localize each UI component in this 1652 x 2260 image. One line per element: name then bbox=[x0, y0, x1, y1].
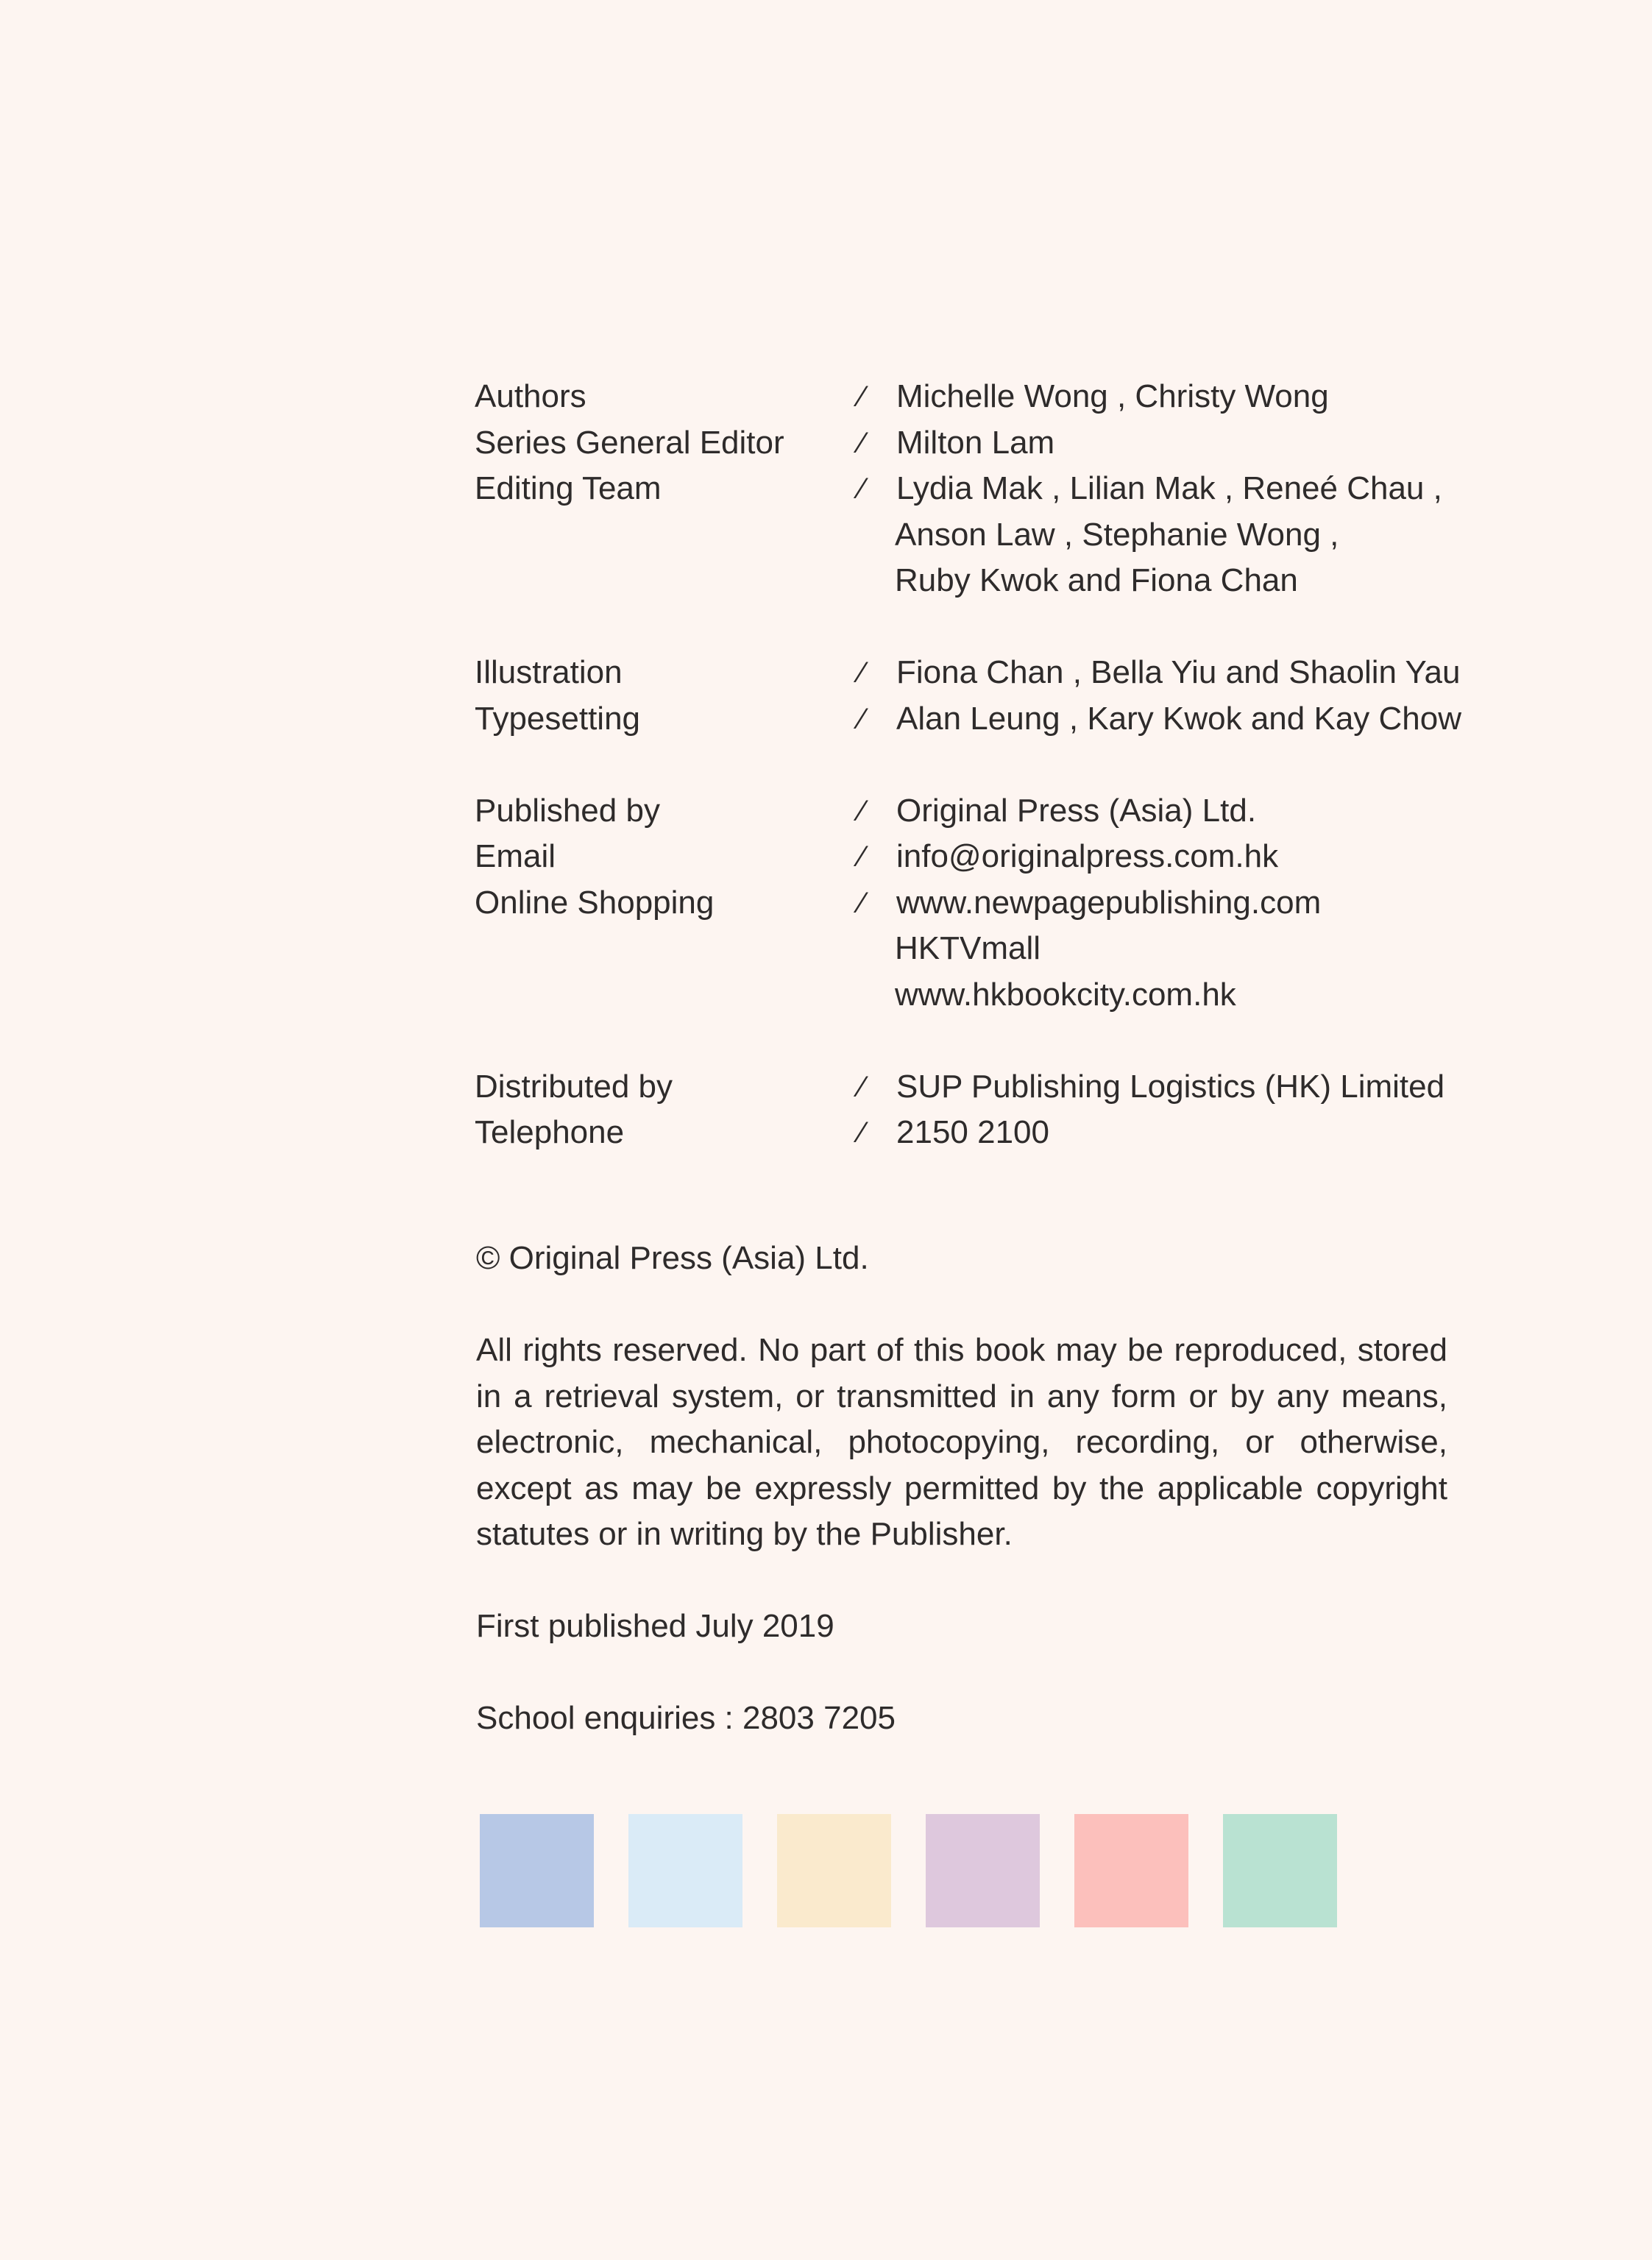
color-swatch-pink bbox=[1074, 1814, 1188, 1927]
separator-slash: ⁄ bbox=[859, 426, 865, 459]
school-enquiries: School enquiries : 2803 7205 bbox=[476, 1700, 896, 1736]
shop-url: www.newpagepublishing.com bbox=[896, 884, 1322, 921]
credit-label: Typesetting bbox=[475, 700, 641, 737]
credit-row-authors bbox=[475, 374, 1505, 420]
credit-value-line: Fiona Chan , Bella Yiu and Shaolin Yau bbox=[896, 654, 1461, 690]
credit-label: Editing Team bbox=[475, 470, 662, 506]
first-published-date: First published July 2019 bbox=[476, 1608, 834, 1644]
email-address: info@originalpress.com.hk bbox=[896, 838, 1279, 874]
credit-row-editing-team bbox=[475, 466, 1505, 604]
credit-label: Email bbox=[475, 838, 556, 874]
credit-value bbox=[896, 834, 1505, 880]
credit-label: Series General Editor bbox=[475, 424, 784, 461]
credits-list bbox=[475, 374, 1505, 1156]
credit-value bbox=[896, 696, 1505, 743]
credit-row-online-shopping bbox=[475, 880, 1505, 1019]
color-swatch-mint bbox=[1223, 1814, 1337, 1927]
credit-value-line: Anson Law , Stephanie Wong , bbox=[895, 516, 1339, 553]
credit-value bbox=[896, 650, 1505, 696]
shop-name: HKTVmall bbox=[895, 930, 1041, 966]
credit-label: Published by bbox=[475, 792, 660, 829]
credit-label: Illustration bbox=[475, 654, 623, 690]
separator-slash: ⁄ bbox=[859, 380, 865, 413]
color-swatch-row bbox=[480, 1814, 1337, 1927]
separator-slash: ⁄ bbox=[859, 1116, 865, 1149]
credit-value-line: Ruby Kwok and Fiona Chan bbox=[895, 562, 1298, 598]
credit-value-line: SUP Publishing Logistics (HK) Limited bbox=[896, 1068, 1445, 1105]
credit-value-line: Michelle Wong , Christy Wong bbox=[896, 378, 1329, 414]
spacer bbox=[475, 742, 1505, 788]
credit-value bbox=[896, 880, 1505, 1019]
credit-label: Online Shopping bbox=[475, 884, 715, 921]
separator-slash: ⁄ bbox=[859, 656, 865, 689]
rights-statement: All rights reserved. No part of this book may be reproduced, stored in a retrieval system, or transmitted in any form or by any means, electronic, mechanical, photocopying, recording, or otherwise, except as may be expressly permitted by the applicable copyright statutes or in writing by the Publisher. bbox=[476, 1332, 1447, 1552]
separator-slash: ⁄ bbox=[859, 1070, 865, 1103]
credit-value bbox=[896, 1064, 1505, 1110]
shop-url: www.hkbookcity.com.hk bbox=[895, 976, 1236, 1013]
credit-row-published-by bbox=[475, 788, 1505, 835]
credit-label: Telephone bbox=[475, 1114, 625, 1150]
credit-value-line: Alan Leung , Kary Kwok and Kay Chow bbox=[896, 700, 1462, 737]
separator-slash: ⁄ bbox=[859, 472, 865, 505]
credit-value bbox=[896, 1110, 1505, 1156]
spacer bbox=[475, 1018, 1505, 1064]
credit-row-series-editor bbox=[475, 420, 1505, 467]
spacer bbox=[475, 604, 1505, 651]
separator-slash: ⁄ bbox=[859, 886, 865, 919]
credit-value-line: Lydia Mak , Lilian Mak , Reneé Chau , bbox=[896, 470, 1442, 506]
color-swatch-lavender bbox=[926, 1814, 1040, 1927]
color-swatch-cream bbox=[777, 1814, 891, 1927]
credit-value-line: Milton Lam bbox=[896, 424, 1055, 461]
separator-slash: ⁄ bbox=[859, 702, 865, 735]
credit-label: Distributed by bbox=[475, 1068, 673, 1105]
copyright-notice: © Original Press (Asia) Ltd. bbox=[476, 1240, 869, 1276]
credit-row-telephone bbox=[475, 1110, 1505, 1156]
credit-value bbox=[896, 420, 1505, 467]
credit-row-email bbox=[475, 834, 1505, 880]
color-swatch-blue bbox=[480, 1814, 594, 1927]
credit-row-distributed-by bbox=[475, 1064, 1505, 1110]
credit-value bbox=[896, 466, 1505, 604]
credit-row-illustration bbox=[475, 650, 1505, 696]
phone-number: 2150 2100 bbox=[896, 1114, 1049, 1150]
color-swatch-light-blue bbox=[628, 1814, 742, 1927]
credit-value bbox=[896, 788, 1505, 835]
separator-slash: ⁄ bbox=[859, 794, 865, 827]
separator-slash: ⁄ bbox=[859, 840, 865, 873]
credit-label: Authors bbox=[475, 378, 586, 414]
credit-value bbox=[896, 374, 1505, 420]
credit-value-line: Original Press (Asia) Ltd. bbox=[896, 792, 1257, 829]
credit-row-typesetting bbox=[475, 696, 1505, 743]
